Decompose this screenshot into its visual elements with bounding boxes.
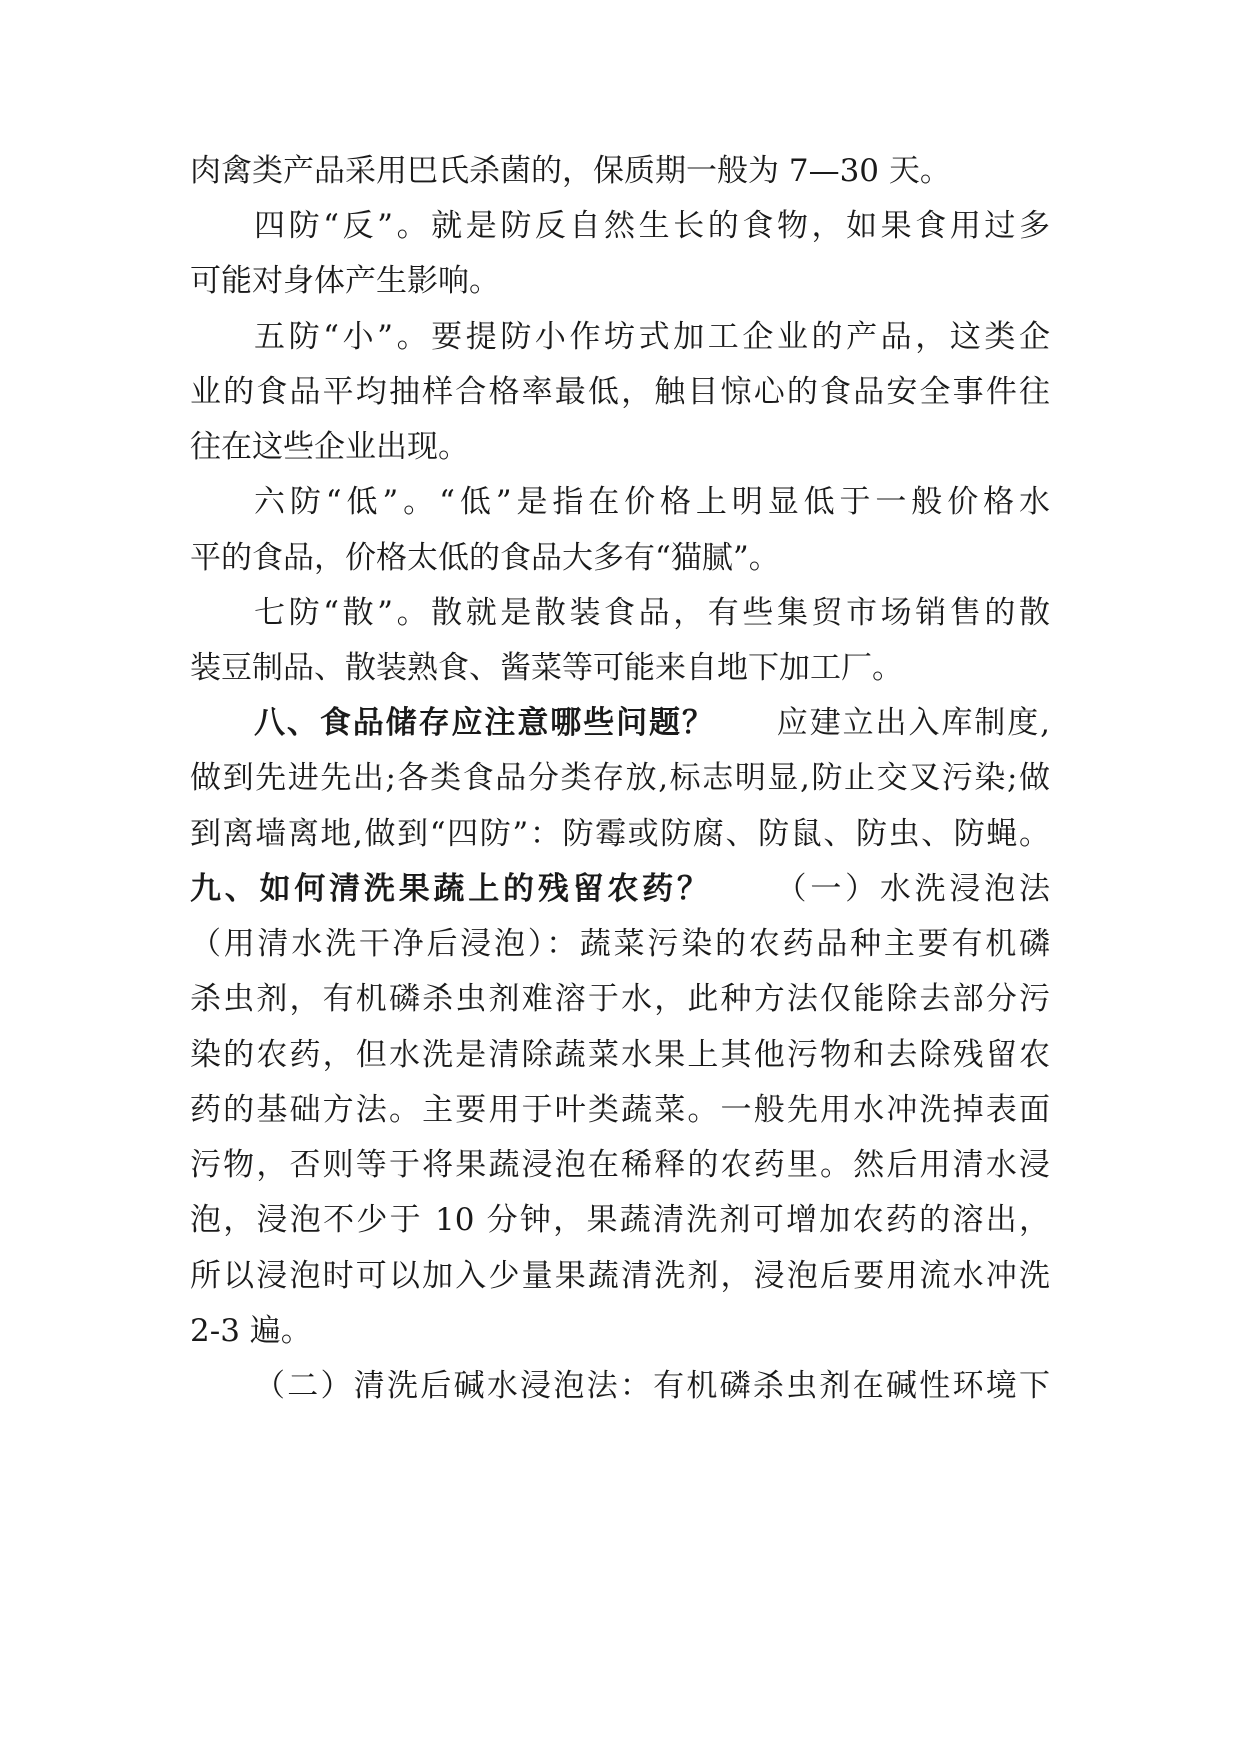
text-line: 药的基础方法。主要用于叶类蔬菜。一般先用水冲洗掉表面	[190, 1092, 1050, 1128]
text-line: （用清水洗干净后浸泡）：蔬菜污染的农药品种主要有机磷	[190, 926, 1050, 962]
paragraph-first-line: 五防“小”。要提防小作坊式加工企业的产品，这类企	[254, 319, 1050, 355]
section-8-heading: 八、食品储存应注意哪些问题？	[254, 705, 715, 741]
text-line: 装豆制品、散装熟食、酱菜等可能来自地下加工厂。	[190, 650, 903, 686]
text-line: 可能对身体产生影响。	[190, 263, 500, 299]
text-line: 2-3 遍。	[190, 1313, 312, 1349]
text-line: 污物，否则等于将果蔬浸泡在稀释的农药里。然后用清水浸	[190, 1147, 1050, 1183]
paragraph-first-line: 六防“低”。“低”是指在价格上明显低于一般价格水	[254, 484, 1050, 520]
text-line: 业的食品平均抽样合格率最低，触目惊心的食品安全事件往	[190, 374, 1050, 410]
text-line: 到离墙离地,做到“四防”：防霉或防腐、防鼠、防虫、防蝇。	[190, 816, 1050, 852]
section-8-text: 应建立出入库制度,	[774, 705, 1050, 741]
paragraph-first-line: 七防“散”。散就是散装食品，有些集贸市场销售的散	[254, 595, 1050, 631]
text-line: 杀虫剂，有机磷杀虫剂难溶于水，此种方法仅能除去部分污	[190, 981, 1050, 1017]
section-9-text: （一）水洗浸泡法	[771, 871, 1050, 907]
paragraph-first-line: 四防“反”。就是防反自然生长的食物，如果食用过多	[254, 208, 1050, 244]
section-9-heading: 九、如何清洗果蔬上的残留农药？	[190, 871, 712, 907]
section-9-line	[190, 858, 1050, 920]
section-8-line	[190, 692, 1050, 754]
text-line: 所以浸泡时可以加入少量果蔬清洗剂，浸泡后要用流水冲洗	[190, 1258, 1050, 1294]
text-line: 肉禽类产品采用巴氏杀菌的，保质期一般为 7—30 天。	[190, 153, 951, 189]
text-line: 做到先进先出;各类食品分类存放,标志明显,防止交叉污染;做	[190, 760, 1050, 796]
text-line: 往在这些企业出现。	[190, 429, 469, 465]
text-line: 平的食品，价格太低的食品大多有“猫腻”。	[190, 540, 780, 576]
paragraph-first-line: （二）清洗后碱水浸泡法：有机磷杀虫剂在碱性环境下	[254, 1368, 1050, 1404]
text-line: 泡，浸泡不少于 10 分钟，果蔬清洗剂可增加农药的溶出，	[190, 1202, 1050, 1238]
text-line: 染的农药，但水洗是清除蔬菜水果上其他污物和去除残留农	[190, 1037, 1050, 1073]
